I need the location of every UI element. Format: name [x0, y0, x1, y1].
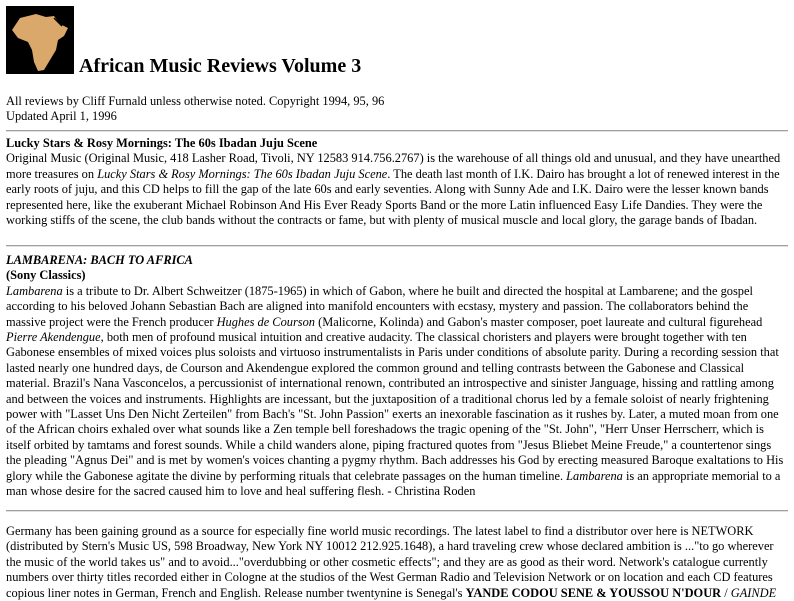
review-text-line [6, 586, 788, 601]
text: early roots of juju, and this CD helps to fill the gap of the late 60s and early seventies. Along with Sunny Ade and I.K. Dairo were the lesser known bands [6, 182, 769, 197]
text: (Malicorne, Kolinda) and Gabon's master composer, poet laureate and cultural figurehead [315, 314, 763, 329]
review-text-line [6, 555, 788, 570]
emphasis-text: Lambarena [6, 283, 63, 298]
text: represented here, like the exuberant Michael Robinson And His Ever Ready Sports Band or the more Latin influenced Easy Life Dandies. They were the [6, 197, 763, 212]
review-text-line [6, 484, 788, 499]
emphasis-text: LAMBARENA: BACH TO AFRICA [6, 253, 193, 267]
emphasis-text: Hughes de Courson [216, 314, 315, 329]
page-title: African Music Reviews Volume 3 [79, 55, 362, 77]
review-text-line [6, 376, 788, 391]
text: power with "Lasset Uns Den Nicht Zerteilen" from Bach's "St. John Passion" exerts an inexorable fascination as it rushes by. Later, a muted moan from one [6, 407, 779, 422]
review-text-line [6, 422, 788, 437]
updated-date: Updated April 1, 1996 [6, 109, 117, 124]
review-text-line [6, 330, 788, 345]
review-text-line [6, 299, 788, 314]
text: according to his beloved Johann Sebastian Bach are aligned into manifold encounters with ecstasy, mystery and passion. The collaborators behind the [6, 299, 749, 314]
divider [6, 130, 788, 132]
emphasis-text: (Sony Classics) [6, 268, 86, 283]
emphasis-text: Lucky Stars & Rosy Mornings: The 60s Ibadan Juju Scene [6, 136, 318, 150]
page-meta [6, 94, 788, 125]
review-text-line [6, 407, 788, 422]
review-text-line [6, 438, 788, 453]
review-text-line [6, 524, 788, 539]
text: copious liner notes in German, French and English. Release number twentynine is Senegal's [6, 585, 466, 600]
review-text-line [6, 453, 788, 468]
africa-map-icon [6, 6, 74, 74]
review-text-line [6, 198, 788, 213]
divider [6, 510, 788, 512]
review-text-line [6, 315, 788, 330]
review-lucky-stars [6, 136, 788, 228]
review-heading [6, 253, 788, 268]
text: Germany has been gaining ground as a source for especially fine world music recordings. The latest label to find a distributor over here is NETWORK [6, 524, 754, 538]
text: man whose desire for the sacred caused him to love and heal suffering flesh. - Christina Roden [6, 484, 476, 499]
text: is an appropriate memorial to a [622, 468, 781, 483]
review-text-line [6, 361, 788, 376]
review-heading [6, 136, 788, 151]
review-text-line [6, 539, 788, 554]
emphasis-text: Lambarena [566, 468, 623, 483]
review-text-line [6, 151, 788, 166]
text: the pleading "Agnus Dei" and is met by women's voices chanting a pygmy rhythm. Bach addresses his God by erecting measured Baroque exaltations to His [6, 453, 784, 468]
text: (distributed by Stern's Music US, 598 Broadway, New York NY 10012 212.925.1648), a hard traveling crew whose declared ambition is ..."to go wherever [6, 539, 774, 554]
emphasis-text: Pierre Akendengue [6, 330, 101, 345]
text: and between the voices and instruments. Highlights are incessant, but the juxtaposition of a traditional chorus led by a female soloist of nearly frightening [6, 391, 769, 406]
divider [6, 245, 788, 247]
text: more treasures on [6, 166, 98, 181]
review-text-line [6, 570, 788, 585]
review-network [6, 524, 788, 601]
text: the music of the world takes us" and to avoid..."overdubbing or other cosmetic effects"; and they are as good as their word. Network's catalogue currently [6, 554, 768, 569]
text: material. Brazil's Nana Vasconcelos, a percussionist of international renown, contributed an introspective and sinister Janguage, hissing and rattling among [6, 376, 774, 391]
review-text-line [6, 345, 788, 360]
emphasis-text: Lucky Stars & Rosy Mornings: The 60s Ibadan Juju Scene [97, 166, 388, 181]
text: working stiffs of the scene, the club bands without the contracts or fame, but with plenty of musical muscle and local glory, the garage bands of Ibadan. [6, 213, 758, 228]
text: glory while the Gabonese agitate the divine by performing rituals that celebrate passages on the human timeline. [6, 468, 567, 483]
text: numbers over thirty titles recorded either in Cologne at the studios of the West German Radio and Television Network or on location and each CD features [6, 570, 773, 585]
review-text-line [6, 167, 788, 182]
review-text-line [6, 392, 788, 407]
byline: All reviews by Cliff Furnald unless otherwise noted. Copyright 1994, 95, 96 [6, 94, 385, 108]
text: / [721, 585, 731, 600]
text: Gabonese ensembles of mixed voices plus soloists and virtuoso instrumentalists in Paris under conditions of absolute parity. During a recording session that [6, 345, 779, 360]
review-text-line [6, 182, 788, 197]
text: , both men of profound musical intuition and creative audacity. The classical choristers and players were brought together with ten [100, 330, 747, 345]
text: is a tribute to Dr. Albert Schweitzer (1875-1965) in which of Gabon, where he built and directed the hospital at Lambarene; and the gospel [62, 283, 753, 298]
emphasis-text: GAINDE [730, 585, 777, 600]
review-lambarena [6, 253, 788, 500]
review-text-line [6, 469, 788, 484]
text: of the African choirs exhaled over what sounds like a Zen temple bell foreshadows the tragic opening of the "St. John", "Herr Unser Herrscherr, which is [6, 422, 764, 437]
emphasis-text: YANDE CODOU SENE & YOUSSOU N'DOUR [465, 585, 722, 600]
text: . The death last month of I.K. Dairo has brought a lot of renewed interest in the [387, 166, 780, 181]
text: lasted nearly one hundred days, de Courson and Akendengue explored the common ground and telling contrasts between the Gabonese and Classical [6, 360, 745, 375]
review-text-line [6, 213, 788, 228]
text: itself orbited by tamtams and forest sounds. While a child wanders alone, piping fractured quotes from "Jesus Bliebet Meine Freude," a countertenor sings [6, 437, 772, 452]
review-text-line [6, 284, 788, 299]
text: massive project were the French producer [6, 314, 217, 329]
text: Original Music (Original Music, 418 Lasher Road, Tivoli, NY 12583 914.756.2767) is the warehouse of all things old and unusual, and they have unearthed [6, 151, 781, 166]
review-heading [6, 268, 788, 283]
